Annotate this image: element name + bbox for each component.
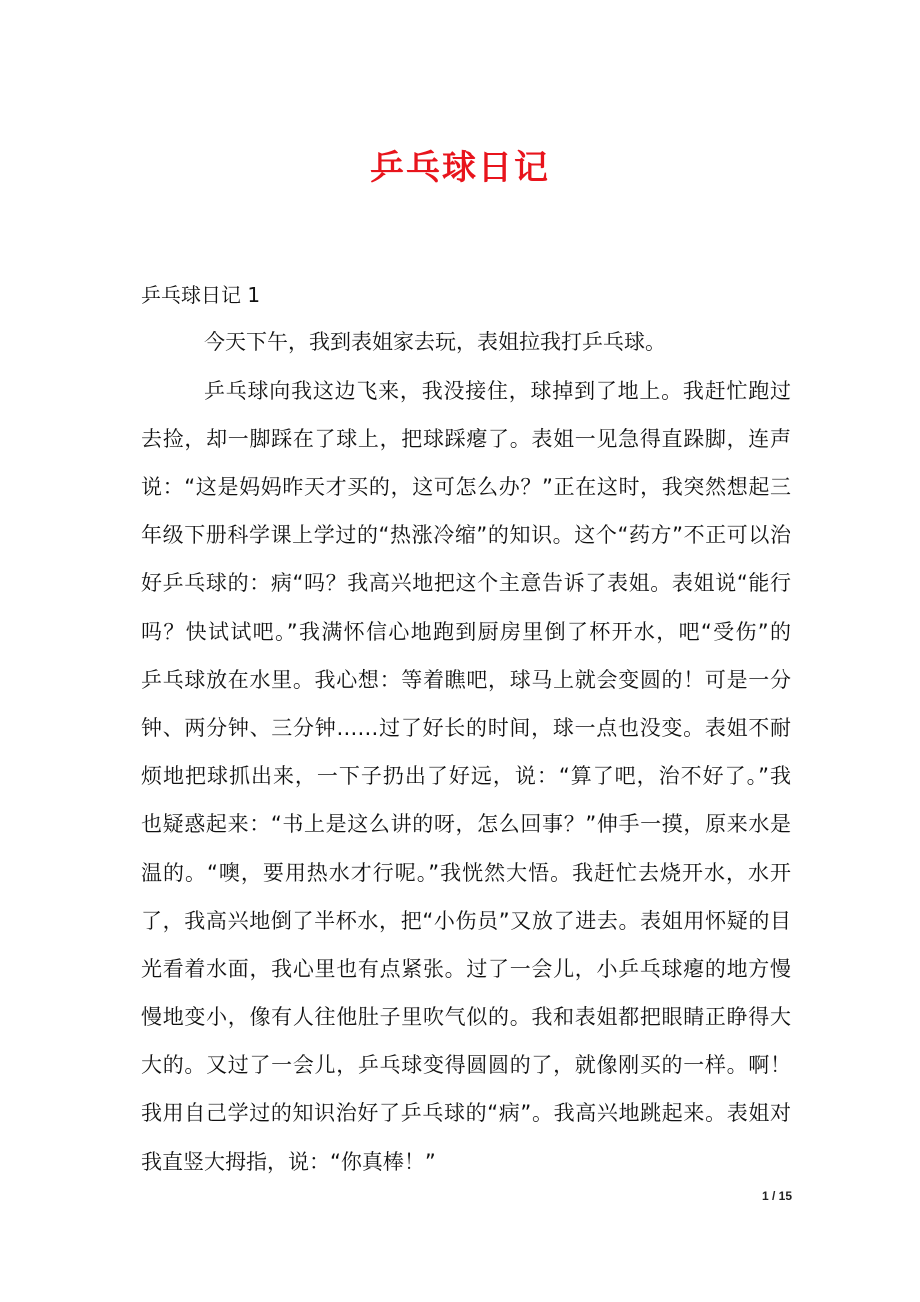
paragraph-line: 大的。又过了一会儿，乒乓球变得圆圆的了，就像刚买的一样。啊！ <box>141 1053 791 1077</box>
paragraph-line: 年级下册科学课上学过的“热涨冷缩”的知识。这个“药方”不正可以治 <box>141 523 791 547</box>
paragraph-line: 也疑惑起来：“书上是这么讲的呀，怎么回事？”伸手一摸，原来水是 <box>141 812 791 836</box>
paragraph-line: 光看着水面，我心里也有点紧张。过了一会儿，小乒乓球瘪的地方慢 <box>141 957 791 981</box>
paragraph-line: 乒乓球向我这边飞来，我没接住，球掉到了地上。我赶忙跑过 <box>204 379 791 403</box>
paragraph-line: 今天下午，我到表姐家去玩，表姐拉我打乒乓球。 <box>204 330 666 354</box>
paragraph-line: 好乒乓球的：病“吗？我高兴地把这个主意告诉了表姐。表姐说“能行 <box>141 571 791 595</box>
paragraph-line: 烦地把球抓出来，一下子扔出了好远，说：“算了吧，治不好了。”我 <box>141 764 791 788</box>
paragraph-line: 了，我高兴地倒了半杯水，把“小伤员”又放了进去。表姐用怀疑的目 <box>141 909 791 933</box>
paragraph-line: 吗？快试试吧。”我满怀信心地跑到厨房里倒了杯开水，吧“受伤”的 <box>141 620 791 644</box>
page-number: 1 / 15 <box>761 1189 792 1203</box>
paragraph-line: 去捡，却一脚踩在了球上，把球踩瘪了。表姐一见急得直跺脚，连声 <box>141 427 791 451</box>
document-title: 乒乓球日记 <box>370 148 550 188</box>
paragraph-line: 慢地变小，像有人往他肚子里吹气似的。我和表姐都把眼睛正睁得大 <box>141 1005 791 1029</box>
paragraph-line: 说：“这是妈妈昨天才买的，这可怎么办？”正在这时，我突然想起三 <box>141 475 791 499</box>
paragraph-line: 钟、两分钟、三分钟……过了好长的时间，球一点也没变。表姐不耐 <box>141 716 791 740</box>
paragraph-line: 温的。“噢，要用热水才行呢。”我恍然大悟。我赶忙去烧开水，水开 <box>141 861 791 885</box>
section-heading: 乒乓球日记 1 <box>141 283 261 307</box>
paragraph-line: 乒乓球放在水里。我心想：等着瞧吧，球马上就会变圆的！可是一分 <box>141 668 791 692</box>
paragraph-line: 我用自己学过的知识治好了乒乓球的“病”。我高兴地跳起来。表姐对 <box>141 1101 791 1125</box>
paragraph-line: 我直竖大拇指，说：“你真棒！” <box>141 1150 436 1174</box>
